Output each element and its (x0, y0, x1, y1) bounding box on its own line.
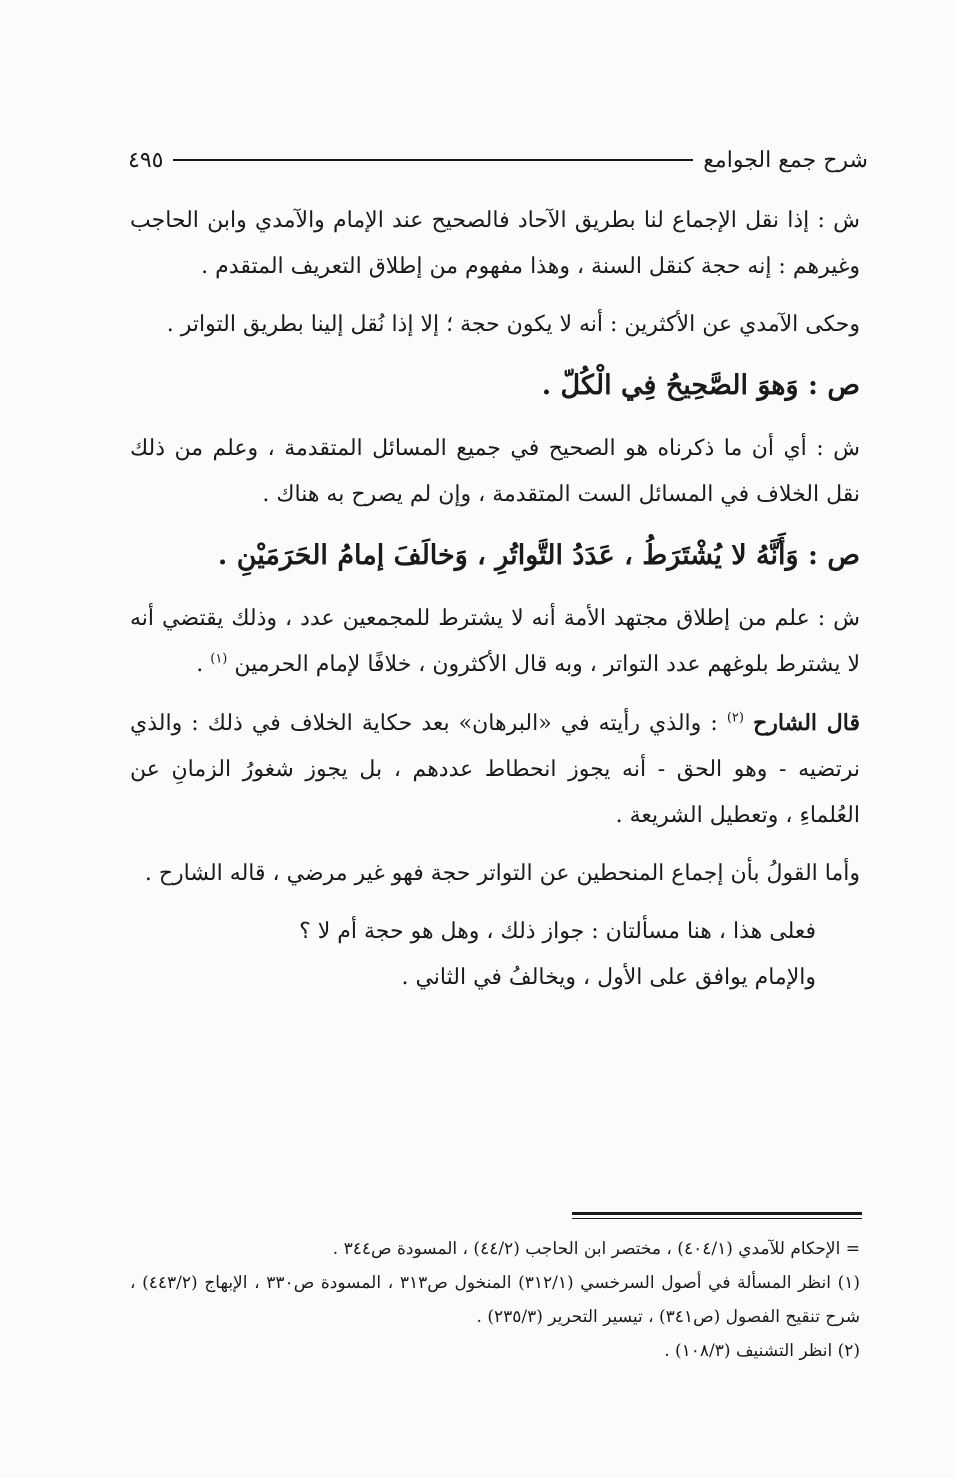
paragraph-4-text: ش : علم من إطلاق مجتهد الأمة أنه لا يشترط للمجمعين عدد ، وذلك يقتضي أنه لا يشترط بلوغهم عدد التواتر ، وبه قال الأكثرون ، خلافًا لإمام الحرمين (130, 606, 860, 677)
running-header (128, 142, 868, 178)
commentator-label: قال الشارح (753, 710, 860, 736)
paragraph-8: والإمام يوافق على الأول ، ويخالفُ في الثاني . (401, 965, 816, 990)
paragraph-7: فعلى هذا ، هنا مسألتان : جواز ذلك ، وهل هو حجة أم لا ؟ (299, 919, 816, 944)
main-text (130, 198, 860, 1013)
footnotes (130, 1232, 860, 1368)
paragraph-5 (130, 700, 860, 839)
footnote-ref-2[interactable]: (٢) (726, 710, 744, 726)
divider-thin-line (572, 1218, 862, 1219)
paragraph-4-end: . (196, 652, 211, 677)
footnote-1: (١) انظر المسألة في أصول السرخسي (٣١٢/١) المنخول ص٣١٣ ، المسودة ص٣٣٠ ، الإبهاج (٤٤٣/٢) ، شرح تنقيح الفصول (ص٣٤١) ، تيسير التحرير (٢٣٥/٣) . (130, 1273, 860, 1327)
page-number: ٤٩٥ (128, 147, 164, 173)
paragraph-3: ش : أي أن ما ذكرناه هو الصحيح في جميع المسائل المتقدمة ، وعلم من ذلك نقل الخلاف في المسائل الست المتقدمة ، وإن لم يصرح به هناك . (130, 436, 860, 507)
footnote-2: (٢) انظر التشنيف (١٠٨/٣) . (664, 1341, 860, 1361)
matn-heading-1: ص : وَهوَ الصَّحِيحُ فِي الْكُلّ . (541, 370, 860, 401)
footnote-divider (572, 1212, 862, 1219)
divider-thick-line (572, 1212, 862, 1215)
paragraph-5-text: : والذي رأيته في «البرهان» بعد حكاية الخلاف في ذلك : والذي نرتضيه - وهو الحق - أنه يجوز انحطاط عددهم ، بل يجوز شغورُ الزمانِ عن العُلماءِ ، وتعطيل الشريعة . (130, 711, 860, 828)
matn-heading-2: ص : وَأَنَّهُ لا يُشْتَرَطُ ، عَدَدُ التَّواتُرِ ، وَخالَفَ إمامُ الحَرَمَيْنِ . (217, 540, 860, 571)
paragraph-6: وأما القولُ بأن إجماع المنحطين عن التواتر حجة فهو غير مرضي ، قاله الشارح . (144, 861, 860, 886)
running-title: شرح جمع الجوامع (703, 147, 868, 173)
footnote-ref-1[interactable]: (١) (210, 651, 228, 667)
footnote-continued: = الإحكام للآمدي (٤٠٤/١) ، مختصر ابن الحاجب (٤٤/٢) ، المسودة ص٣٤٤ . (332, 1239, 860, 1259)
header-rule (173, 159, 693, 161)
paragraph-1: ش : إذا نقل الإجماع لنا بطريق الآحاد فالصحيح عند الإمام والآمدي وابن الحاجب وغيرهم : إنه حجة كنقل السنة ، وهذا مفهوم من إطلاق التعريف المتقدم . (130, 208, 860, 279)
paragraph-2: وحكى الآمدي عن الأكثرين : أنه لا يكون حجة ؛ إلا إذا نُقل إلينا بطريق التواتر . (166, 312, 860, 337)
paragraph-4 (130, 596, 860, 688)
